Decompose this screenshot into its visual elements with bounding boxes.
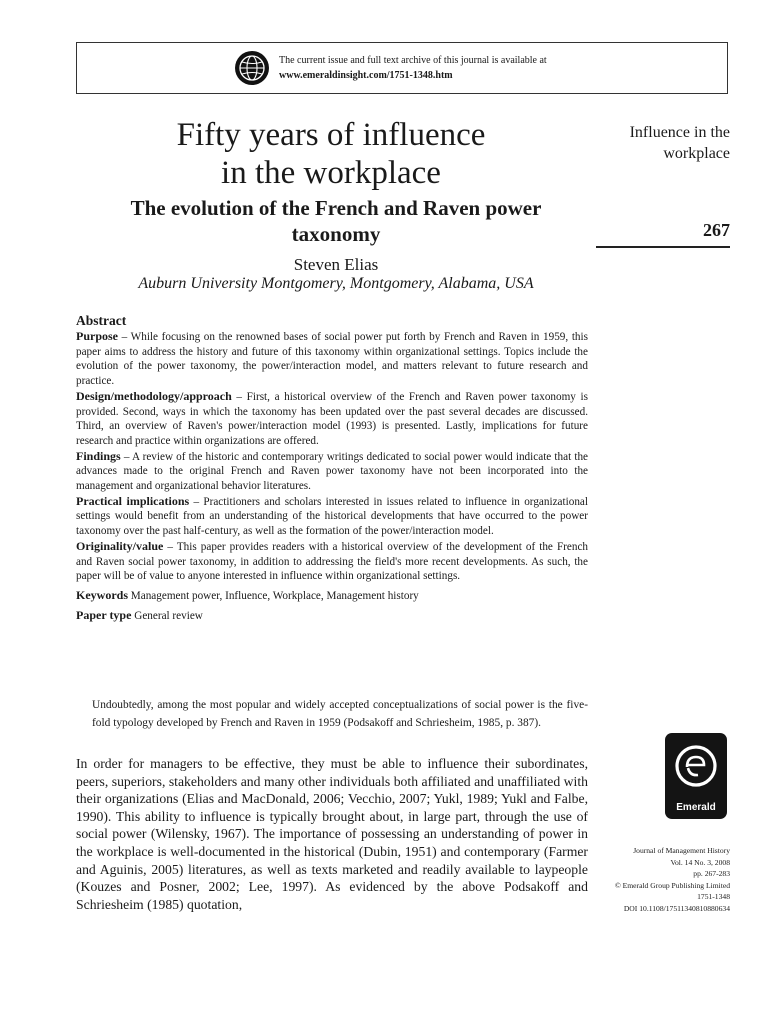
notice-text: The current issue and full text archive of this journal is available at: [279, 55, 547, 66]
abstract-originality: [76, 539, 588, 584]
abstract-label: Design/methodology/approach: [76, 388, 232, 403]
abstract-text: – A review of the historic and contemporary writings dedicated to social power would indicate that the advances made to the original French and Raven power taxonomy have not been incorporated into the management and organizational behavior literatures.: [76, 450, 589, 493]
paper-type-label: Paper type: [76, 607, 132, 622]
emerald-logo-icon: [665, 737, 727, 803]
abstract-label: Findings: [76, 448, 121, 463]
journal-citation: [580, 845, 730, 914]
abstract-text: – First, a historical overview of the French and Raven power taxonomy is provided. Second, ways in which the taxonomy has been updated over the past several decades are discussed. Third, an overview of Raven's power/interaction model (1993) is presented. Lastly, implications for future research and practice within organizations are offered.: [76, 390, 588, 447]
emerald-logo-text: Emerald: [676, 802, 716, 813]
paper-type: [76, 608, 588, 624]
abstract-section: [76, 312, 588, 623]
journal-volume: Vol. 14 No. 3, 2008: [670, 857, 730, 867]
abstract-design: [76, 389, 588, 449]
abstract-purpose: [76, 329, 588, 389]
journal-access-notice: [76, 42, 728, 94]
author-name: Steven Elias: [293, 255, 379, 274]
epigraph-quote: Undoubtedly, among the most popular and widely accepted conceptualizations of social power is the five-fold typology developed by French and Raven in 1959 (Podsakoff and Schriesheim, 1985, p. 387).: [92, 699, 588, 729]
subtitle-line-2: taxonomy: [291, 222, 381, 246]
globe-icon: [235, 51, 269, 85]
page-number: 267: [703, 220, 730, 240]
article-title: [96, 116, 566, 192]
subtitle-line-1: The evolution of the French and Raven power: [130, 196, 542, 220]
margin-rule: [596, 246, 730, 248]
article-subtitle: [76, 195, 596, 247]
journal-name: Journal of Management History: [633, 846, 730, 855]
paper-type-text: General review: [134, 609, 203, 622]
abstract-label: Originality/value: [76, 538, 164, 553]
title-line-1: Fifty years of influence: [176, 117, 486, 153]
journal-pages: pp. 267-283: [693, 869, 730, 878]
journal-doi: DOI 10.1108/17511340810880634: [623, 903, 730, 913]
abstract-heading: Abstract: [76, 313, 127, 328]
journal-issn: 1751-1348: [697, 892, 730, 901]
body-paragraph: In order for managers to be effective, they must be able to influence their subordinates, peers, superiors, stakeholders and many other individuals both affiliated and unaffiliated with their organizations (Elias and MacDonald, 2006; Vecchio, 2007; Yukl, 1989; Yukl and Falbe, 1990). This ability to influence is typically brought about, in large part, through the use of social power (Wilensky, 1967). The importance of possessing an understanding of power in the workplace is well-documented in the historical (Dubin, 1951) and contemporary (Farmer and Aguinis, 2005) literatures, as well as texts marketed and readily available to laypeople (Kouzes and Posner, 2002; Lee, 1997). As evidenced by the above Podsakoff and Schriesheim (1985) quotation,: [76, 756, 588, 912]
author-affiliation: Auburn University Montgomery, Montgomery, Alabama, USA: [138, 275, 534, 292]
abstract-implications: [76, 494, 588, 539]
journal-url-link[interactable]: www.emeraldinsight.com/1751-1348.htm: [279, 70, 453, 81]
abstract-label: Practical implications: [76, 493, 190, 508]
abstract-text: – This paper provides readers with a historical overview of the development of the French and Raven social power taxonomy, in addition to addressing the field's more recent developments. As such, the paper will be of value to anyone interested in influence within organizational settings.: [76, 540, 589, 583]
abstract-text: – While focusing on the renowned bases of social power put forth by French and Raven in 1959, this paper aims to address the history and future of this taxonomy within organizational settings. Topics include the evolution of the power taxonomy, the power/interaction model, and matters relevant to future research and practice.: [76, 331, 588, 388]
abstract-text: – Practitioners and scholars interested in issues related to influence in organizational settings would benefit from an understanding of the historical developments that have occurred to the power taxonomy over the past half-century, as well as the formation of the power/interaction model.: [76, 495, 588, 538]
abstract-findings: [76, 449, 588, 494]
keywords-label: Keywords: [76, 587, 128, 602]
title-line-2: in the workplace: [221, 155, 441, 191]
running-title-line-1: Influence in the: [629, 124, 730, 141]
emerald-logo: [665, 733, 727, 819]
journal-copyright: © Emerald Group Publishing Limited: [614, 880, 730, 890]
keywords-text: Management power, Influence, Workplace, Management history: [130, 589, 419, 602]
abstract-label: Purpose: [76, 329, 118, 343]
running-title-line-2: workplace: [663, 145, 730, 162]
running-title: [586, 122, 730, 164]
keywords: [76, 588, 588, 604]
